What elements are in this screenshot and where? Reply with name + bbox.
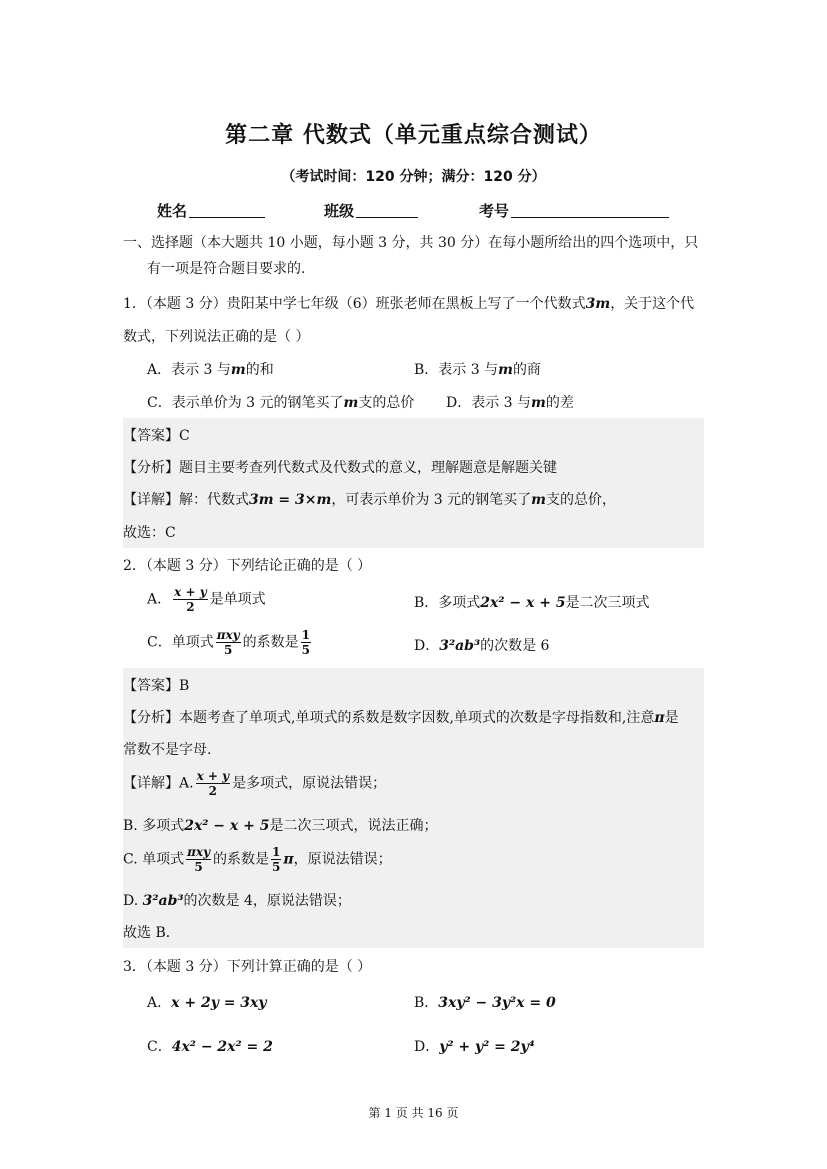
q2-detail-b [123, 815, 437, 835]
number-label: 考号 [479, 202, 510, 220]
q1-a-text-end: 的和 [245, 362, 274, 378]
q2-c-fraction [216, 628, 241, 657]
q2-analysis-line2: 常数不是字母. [123, 742, 212, 758]
q1-detail-mid: ，可表示单价为 3 元的钢笔买了 [331, 492, 532, 508]
q1-stem-text-end: ，关于这个代 [610, 296, 695, 312]
name-blank [189, 201, 265, 218]
q3-c-label: C． [147, 1039, 172, 1055]
q2-detail-c-mid: 的系数是 [213, 851, 270, 868]
q2-detail-c-text: C. 单项式 [123, 851, 185, 868]
number-blank [511, 201, 669, 218]
q2-detail-b-text-end: 是二次三项式，说法正确； [269, 818, 438, 834]
q2-d-expression: 3²ab³ [439, 638, 481, 654]
q3-option-d [414, 1036, 535, 1056]
q2-b-text: B．多项式 [414, 595, 481, 611]
q2-detail-c-fraction [186, 845, 211, 874]
q2-detail-d-expression: 3²ab³ [142, 893, 184, 909]
q3-c-expression: 4x² − 2x² = 2 [171, 1039, 273, 1055]
q1-option-a [147, 359, 274, 379]
q2-detail-a-numerator: x + y [196, 769, 230, 783]
q2-detail-b-text: B. 多项式 [123, 818, 185, 834]
q1-analysis: 【分析】题目主要考查列代数式及代数式的意义，理解题意是解题关键 [123, 460, 557, 476]
q2-b-expression: 2x² − x + 5 [480, 595, 566, 611]
q2-detail-d-text: 的次数是 4，原说法错误； [183, 893, 351, 909]
exam-info: （考试时间：120 分钟；满分：120 分） [281, 169, 546, 185]
q1-c-var: m [343, 395, 359, 411]
q2-c-coefficient [301, 628, 311, 657]
q2-a-numerator: x + y [174, 585, 207, 599]
q2-detail-c-pi: π [283, 851, 294, 868]
q3-d-expression: y² + y² = 2y⁴ [439, 1039, 535, 1055]
q2-option-b [414, 592, 650, 612]
q2-option-a [147, 585, 266, 614]
q2-detail-a-label: 【详解】A. [123, 775, 194, 792]
q3-a-label: A． [147, 995, 172, 1011]
q1-c-text: C．表示单价为 3 元的钢笔买了 [147, 395, 344, 411]
q2-detail-c-numerator: πxy [187, 845, 211, 859]
class-label: 班级 [324, 202, 355, 220]
name-label: 姓名 [157, 202, 188, 220]
q1-stem-line1 [123, 293, 694, 313]
q3-b-label: B． [414, 995, 439, 1011]
q3-option-b [414, 992, 556, 1012]
q3-b-expression: 3xy² − 3y²x = 0 [438, 995, 556, 1011]
q1-b-text: B．表示 3 与 [414, 362, 499, 378]
q1-option-c [147, 392, 414, 412]
q3-option-c [147, 1036, 273, 1056]
q2-c-mid: 的系数是 [242, 634, 299, 651]
q2-detail-c [123, 845, 392, 874]
q3-stem: 3．（本题 3 分）下列计算正确的是（ ） [123, 959, 372, 975]
q2-c-denominator: 5 [224, 643, 233, 657]
q1-detail-expression: 3m = 3×m [249, 492, 332, 508]
q3-a-expression: x + 2y = 3xy [171, 995, 267, 1011]
q2-detail-d [123, 890, 351, 910]
q2-detail-a [123, 769, 386, 798]
q1-b-text-end: 的商 [512, 362, 541, 378]
q1-expression: 3m [585, 296, 611, 312]
q2-option-d [414, 635, 549, 655]
q2-option-c [147, 628, 313, 657]
q2-d-label: D． [414, 638, 440, 654]
page-number: 第 1 页 共 16 页 [368, 1106, 459, 1120]
q3-d-label: D． [414, 1039, 440, 1055]
q2-detail-a-text: 是多项式，原说法错误； [232, 775, 387, 792]
q1-a-text: A．表示 3 与 [147, 362, 231, 378]
class-field [324, 200, 418, 221]
q2-d-text: 的次数是 6 [480, 638, 550, 654]
q1-detail-var: m [531, 492, 546, 508]
class-blank [356, 201, 418, 218]
section-heading-line2: 有一项是符合题目要求的. [147, 261, 306, 277]
q1-answer: 【答案】C [123, 428, 190, 444]
q1-b-var: m [498, 362, 513, 378]
q2-detail-b-expression: 2x² − x + 5 [184, 818, 270, 834]
page-title: 第二章 代数式（单元重点综合测试） [225, 123, 602, 148]
q1-detail-end: 支的总价， [545, 492, 616, 508]
q2-detail-a-fraction [196, 769, 231, 798]
q2-stem: 2．（本题 3 分）下列结论正确的是（ ） [123, 558, 372, 574]
q2-detail-c-denominator: 5 [194, 860, 203, 874]
q2-analysis-text-end: 是 [664, 710, 679, 726]
q1-option-b [414, 359, 541, 379]
q2-a-text: 是单项式 [209, 591, 266, 608]
q2-detail-c-coef-denominator: 5 [272, 860, 281, 874]
q1-c-text-end: 支的总价 [358, 395, 415, 411]
q2-analysis-pi: π [654, 710, 665, 726]
q1-detail-text: 【详解】解：代数式 [123, 492, 249, 508]
q2-c-text: C．单项式 [147, 634, 214, 651]
q2-detail-c-coef-numerator: 1 [272, 845, 281, 859]
q2-answer: 【答案】B [123, 678, 190, 694]
q1-d-text: D．表示 3 与 [446, 395, 532, 411]
q2-analysis-text: 【分析】本题考查了单项式,单项式的系数是数字因数,单项式的次数是字母指数和,注意 [123, 710, 655, 726]
q1-d-text-end: 的差 [545, 395, 574, 411]
q2-detail-c-coefficient [271, 845, 281, 874]
q2-c-numerator: πxy [216, 628, 240, 642]
q2-a-denominator: 2 [186, 600, 195, 614]
number-field [479, 200, 669, 221]
q1-d-var: m [531, 395, 546, 411]
q1-solution-box [123, 418, 704, 548]
q2-choice: 故选 B． [123, 925, 180, 941]
q2-b-text-end: 是二次三项式 [565, 595, 650, 611]
section-heading-line1: 一、选择题（本大题共 10 小题，每小题 3 分，共 30 分）在每小题所给出的四个选项中，只 [123, 235, 699, 251]
q2-a-label: A． [147, 591, 172, 608]
q2-c-coef-denominator: 5 [301, 643, 310, 657]
q1-choice: 故选：C [123, 525, 176, 541]
name-field [157, 200, 265, 221]
q1-stem-line2: 数式，下列说法正确的是（ ） [123, 329, 310, 345]
q2-detail-c-text-end: ，原说法错误； [293, 851, 392, 868]
q2-detail-a-denominator: 2 [208, 784, 218, 798]
q3-option-a [147, 992, 267, 1012]
q2-a-fraction [173, 585, 208, 614]
q1-stem-text: 1．（本题 3 分）贵阳某中学七年级（6）班张老师在黑板上写了一个代数式 [123, 296, 586, 312]
q2-analysis-line1 [123, 707, 679, 727]
q2-detail-d-label: D. [123, 893, 139, 909]
q1-a-var: m [230, 362, 246, 378]
q2-c-coef-numerator: 1 [301, 628, 310, 642]
q1-option-d [446, 392, 574, 412]
q1-detail [123, 489, 616, 509]
